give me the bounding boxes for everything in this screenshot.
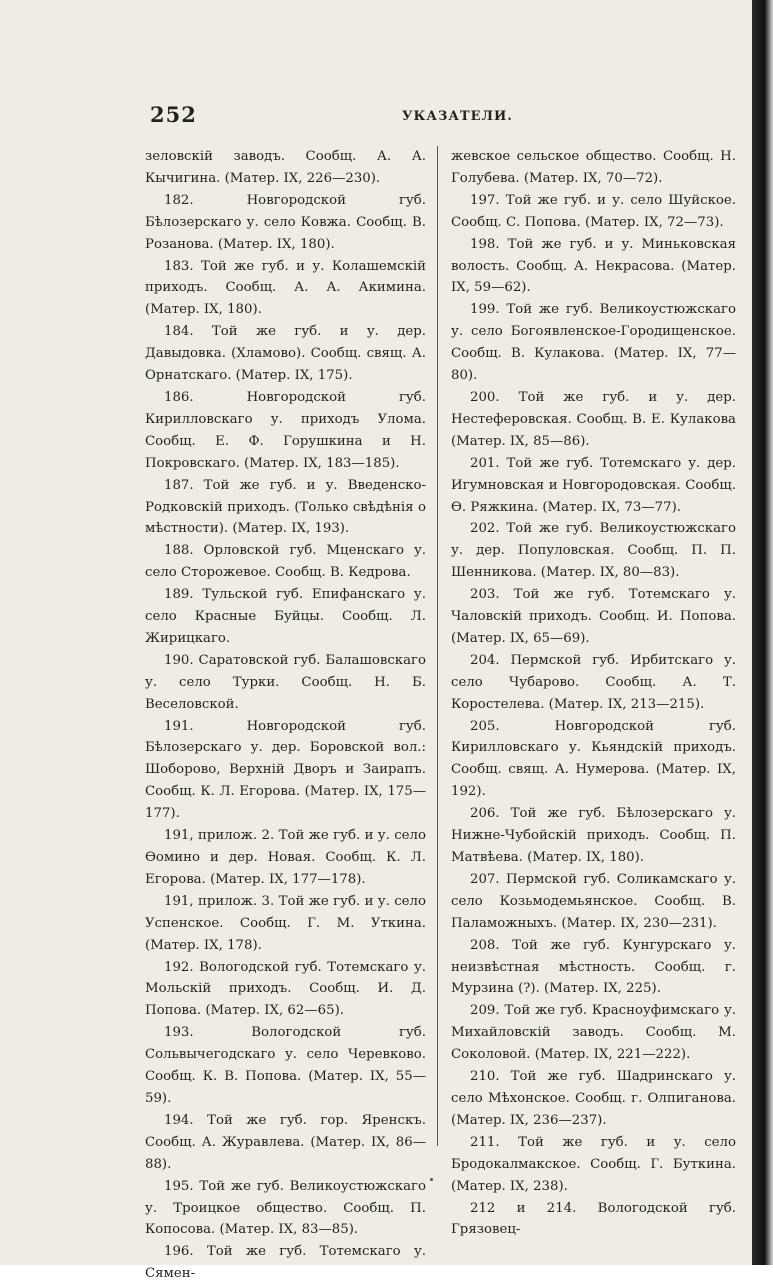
index-entry: 202. Той же губ. Великоустюжскаго у. дер. Популовская. Сообщ. П. П. Шенникова. (Матер. IX, 80—83). xyxy=(451,521,736,581)
index-entry: 184. Той же губ. и у. дер. Давыдовка. (Хламово). Сообщ. свящ. А. Орнатскаго. (Матер. IX, 175). xyxy=(145,324,426,384)
index-entry: 189. Тульской губ. Епифанскаго у. село Красные Буйцы. Сообщ. Л. Жирицкаго. xyxy=(145,587,426,646)
index-entry: 209. Той же губ. Красноуфимскаго у. Михайловскій заводъ. Сообщ. М. Соколовой. (Матер. IX, 221—222). xyxy=(451,1003,736,1063)
index-entry: 198. Той же губ. и у. Миньковская волость. Сообщ. А. Некрасова. (Матер. IX, 59—62). xyxy=(451,236,736,296)
index-entry: зеловскій заводъ. Сообщ. А. А. Кычигина. (Матер. IX, 226—230). xyxy=(145,149,426,186)
index-entry: 207. Пермской губ. Соликамскаго у. село Козьмодемьянское. Сообщ. В. Паламожныхъ. (Матер. IX, 230—231). xyxy=(451,871,736,931)
index-entry: 191. Новгородской губ. Бѣлозерскаго у. дер. Боровской вол.: Шоборово, Верхній Дворъ и Заирапъ. Сообщ. К. Л. Егорова. (Матер. IX, 175—177). xyxy=(145,718,426,822)
index-entry: 199. Той же губ. Великоустюжскаго у. село Богоявленское-Городищенское. Сообщ. В. Кулакова. (Матер. IX, 77—80). xyxy=(451,302,736,384)
index-entry: 190. Саратовской губ. Балашовскаго у. село Турки. Сообщ. Н. Б. Веселовской. xyxy=(145,652,426,712)
index-entry: 183. Той же губ. и у. Колашемскій приходъ. Сообщ. А. А. Акимина. (Матер. IX, 180). xyxy=(145,258,426,318)
index-entry: 194. Той же губ. гор. Яренскъ. Сообщ. А. Журавлева. (Матер. IX, 86—88). xyxy=(145,1112,426,1172)
index-entry: 191, прилож. 3. Той же губ. и у. село Успенское. Сообщ. Г. М. Уткина. (Матер. IX, 178). xyxy=(145,893,426,953)
index-entry: 187. Той же губ. и у. Введенско-Родковскій приходъ. (Только свѣдѣнія о мѣстности). (Матер. IX, 193). xyxy=(145,477,426,537)
index-entry: жевское сельское общество. Сообщ. Н. Голубева. (Матер. IX, 70—72). xyxy=(451,149,736,186)
index-entry: 192. Вологодской губ. Тотемскаго у. Мольскій приходъ. Сообщ. И. Д. Попова. (Матер. IX, 62—65). xyxy=(145,959,426,1019)
left-column xyxy=(145,146,426,1285)
index-entry: 197. Той же губ. и у. село Шуйское. Сообщ. С. Попова. (Матер. IX, 72—73). xyxy=(451,192,736,230)
right-column xyxy=(451,146,736,1241)
index-entry: 203. Той же губ. Тотемскаго у. Чаловскій приходъ. Сообщ. И. Попова. (Матер. IX, 65—69). xyxy=(451,587,736,646)
index-entry: 188. Орловской губ. Мценскаго у. село Сторожевое. Сообщ. В. Кедрова. xyxy=(145,543,426,581)
index-entry: 186. Новгородской губ. Кирилловскаго у. приходъ Улома. Сообщ. Е. Ф. Горушкина и Н. Покровскаго. (Матер. IX, 183—185). xyxy=(145,389,426,471)
page-number: 252 xyxy=(150,102,197,127)
index-entry: 191, прилож. 2. Той же губ. и у. село Ѳомино и дер. Новая. Сообщ. К. Л. Егорова. (Матер. IX, 177—178). xyxy=(145,828,426,887)
index-entry: 196. Той же губ. Тотемскаго у. Сямен- xyxy=(145,1244,426,1282)
index-entry: 195. Той же губ. Великоустюжскаго у. Троицкое общество. Сообщ. П. Копосова. (Матер. IX, 83—85). xyxy=(145,1178,426,1238)
index-entry: 201. Той же губ. Тотемскаго у. дер. Игумновская и Новгородовская. Сообщ. Ѳ. Ряжкина. (Матер. IX, 73—77). xyxy=(451,455,736,515)
index-entry: 204. Пермской губ. Ирбитскаго у. село Чубарово. Сообщ. А. Т. Коростелева. (Матер. IX, 213—215). xyxy=(451,652,736,712)
running-head: УКАЗАТЕЛИ. xyxy=(402,109,513,124)
index-entry: 212 и 214. Вологодской губ. Грязовец- xyxy=(451,1200,736,1238)
index-entry: 208. Той же губ. Кунгурскаго у. неизвѣстная мѣстность. Сообщ. г. Мурзина (?). (Матер. IX, 225). xyxy=(451,937,736,997)
column-divider xyxy=(437,146,438,1146)
index-entry: 193. Вологодской губ. Сольвычегодскаго у. село Черевково. Сообщ. К. В. Попова. (Матер. IX, 55—59). xyxy=(145,1025,426,1106)
page-speck xyxy=(430,1178,433,1181)
index-entry: 182. Новгородской губ. Бѣлозерскаго у. село Ковжа. Сообщ. В. Розанова. (Матер. IX, 180). xyxy=(145,192,426,252)
index-entry: 200. Той же губ. и у. дер. Нестеферовская. Сообщ. В. Е. Кулакова (Матер. IX, 85—86). xyxy=(451,389,736,449)
index-entry: 206. Той же губ. Бѣлозерскаго у. Нижне-Чубойскій приходъ. Сообщ. П. Матвѣева. (Матер. IX, 180). xyxy=(451,806,736,865)
index-entry: 205. Новгородской губ. Кирилловскаго у. Кьяндскій приходъ. Сообщ. свящ. А. Нумерова. (Матер. IX, 192). xyxy=(451,718,736,800)
book-spine xyxy=(752,0,773,1265)
index-entry: 210. Той же губ. Шадринскаго у. село Мѣхонское. Сообщ. г. Олпиганова. (Матер. IX, 236—237). xyxy=(451,1069,736,1128)
index-entry: 211. Той же губ. и у. село Бродокалмакское. Сообщ. Г. Буткина. (Матер. IX, 238). xyxy=(451,1134,736,1194)
